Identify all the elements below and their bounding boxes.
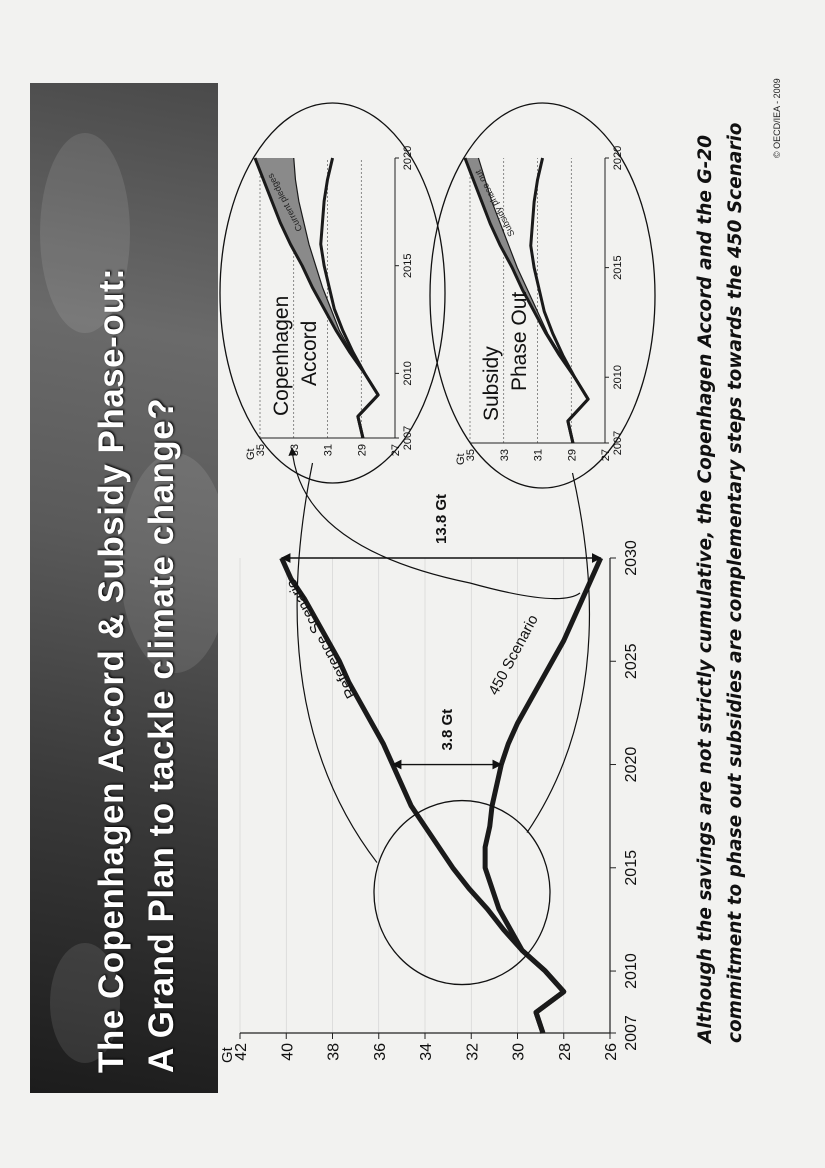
x-tick-label: 2020 <box>612 145 624 171</box>
y-tick-label: 35 <box>255 444 267 457</box>
series-label-450: 450 Scenario <box>485 611 542 699</box>
x-tick-label: 2015 <box>623 849 640 886</box>
x-tick-label: 2020 <box>623 746 640 783</box>
x-tick-label: 2010 <box>402 361 414 386</box>
zoom-circle <box>374 801 550 985</box>
y-tick-label: 29 <box>566 449 579 462</box>
y-tick-label: 27 <box>600 449 612 462</box>
x-tick-label: 2025 <box>623 643 640 680</box>
x-tick-label: 2010 <box>623 953 640 989</box>
y-tick-label: 32 <box>464 1043 482 1061</box>
inset-chart-subsidy <box>430 103 655 488</box>
series-label-reference: Reference Scenario <box>282 576 361 702</box>
series-line <box>485 558 601 1033</box>
y-tick-label: 34 <box>418 1043 435 1061</box>
y-axis-label: Gt <box>219 1047 236 1063</box>
inset-label-line-1: Subsidy <box>480 346 503 421</box>
band-label: Subsidy phase out <box>473 168 517 239</box>
x-tick-label: 2015 <box>612 255 624 280</box>
y-tick-label: 31 <box>532 449 545 462</box>
copyright: © OECD/IEA - 2009 <box>772 78 782 158</box>
footer-line-2: commitment to phase out subsidies are complementary steps towards the 450 Scenario <box>725 122 746 1043</box>
inset-label-line-1: Copenhagen <box>270 295 293 416</box>
series-line <box>531 158 588 443</box>
x-tick-label: 2007 <box>612 430 624 456</box>
x-tick-label: 2030 <box>623 540 640 576</box>
y-tick-label: 33 <box>288 444 301 457</box>
x-tick-label: 2010 <box>612 364 624 390</box>
annotation-label: 13.8 Gt <box>433 493 451 544</box>
y-axis-label: Gt <box>245 448 257 460</box>
y-tick-label: 27 <box>390 444 402 457</box>
y-tick-label: 31 <box>322 444 335 457</box>
x-tick-label: 2020 <box>402 145 414 171</box>
series-line <box>294 158 378 438</box>
title-line-1: The Copenhagen Accord & Subsidy Phase-out: <box>92 267 131 1073</box>
y-tick-label: 28 <box>556 1043 574 1061</box>
x-tick-label: 2007 <box>623 1015 640 1051</box>
annotation-label: 3.8 Gt <box>438 708 456 751</box>
footer-line-1: Although the savings are not strictly cumulative, the Copenhagen Accord and the G-20 <box>695 134 716 1043</box>
y-tick-label: 35 <box>465 449 477 462</box>
inset-label-line-2: Accord <box>298 320 321 386</box>
inset-label-line-2: Phase Out <box>508 291 531 391</box>
y-tick-label: 30 <box>510 1043 528 1061</box>
y-tick-label: 42 <box>233 1043 250 1061</box>
y-tick-label: 40 <box>279 1043 297 1061</box>
main-chart <box>219 494 640 1063</box>
y-tick-label: 29 <box>356 444 369 457</box>
y-tick-label: 36 <box>371 1043 389 1061</box>
x-tick-label: 2007 <box>402 425 414 451</box>
y-axis-label: Gt <box>455 453 467 465</box>
inset-chart-copenhagen <box>220 103 445 483</box>
title-line-2: A Grand Plan to tackle climate change? <box>142 397 181 1073</box>
x-tick-label: 2015 <box>402 253 414 278</box>
y-tick-label: 26 <box>603 1043 620 1061</box>
y-tick-label: 33 <box>498 449 511 462</box>
band-label: Current pledges <box>265 171 305 234</box>
series-line <box>321 158 378 438</box>
y-tick-label: 38 <box>325 1043 343 1061</box>
